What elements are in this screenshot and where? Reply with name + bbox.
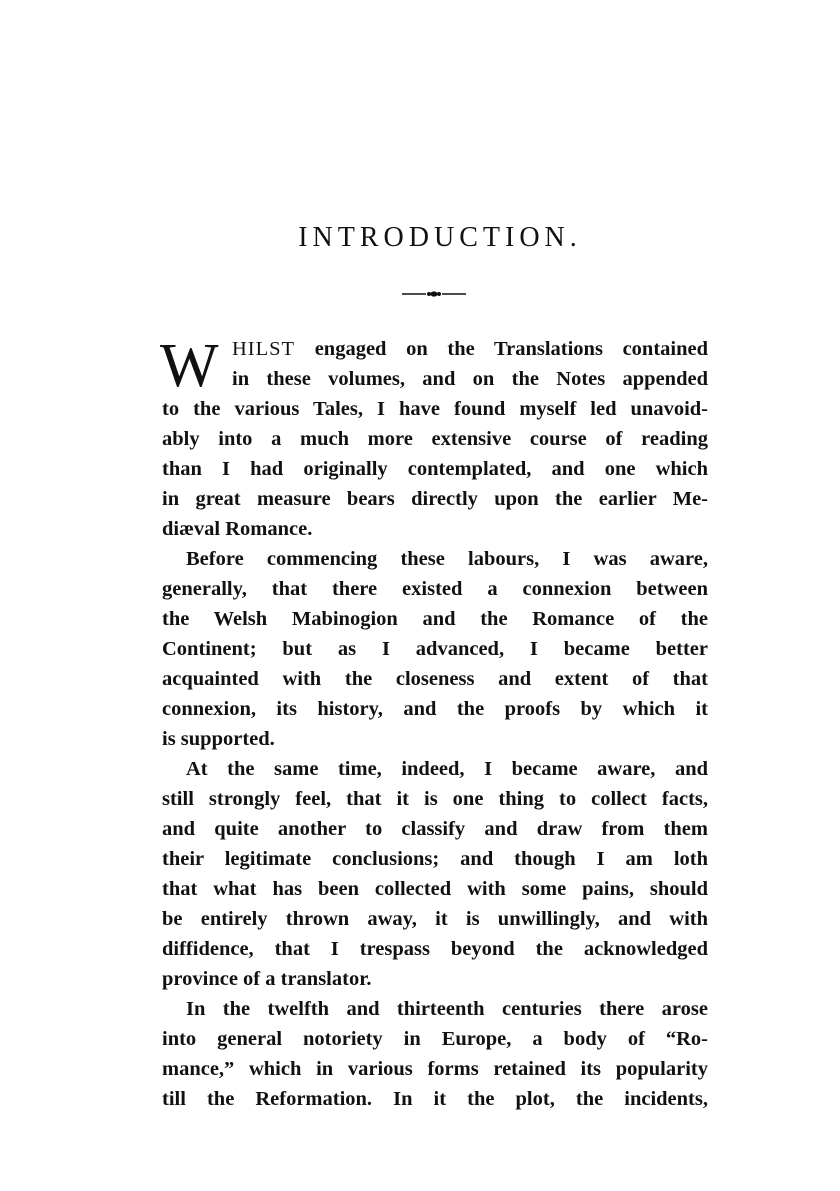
first-word-smallcaps: HILST <box>232 338 296 360</box>
ornamental-rule-icon <box>400 286 468 302</box>
body-text <box>162 334 708 1114</box>
text-line: acquainted with the closeness and extent of that <box>162 668 708 690</box>
text-line: than I had originally contemplated, and one which <box>162 458 708 480</box>
text-line: diffidence, that I trespass beyond the acknowledged <box>162 938 708 960</box>
text-line: In the twelfth and thirteenth centuries there arose <box>186 998 708 1020</box>
text-line: the Welsh Mabinogion and the Romance of the <box>162 608 708 630</box>
text-line: mance,” which in various forms retained its popularity <box>162 1058 708 1080</box>
text-line: in these volumes, and on the Notes appended <box>232 368 708 390</box>
text-line: still strongly feel, that it is one thing to collect facts, <box>162 788 708 810</box>
text-line: into general notoriety in Europe, a body of “Ro- <box>162 1028 708 1050</box>
text-line: is supported. <box>162 728 275 750</box>
text-line: diæval Romance. <box>162 518 313 540</box>
text-line: that what has been collected with some pains, should <box>162 878 708 900</box>
text-line: connexion, its history, and the proofs by which it <box>162 698 708 720</box>
text-line: generally, that there existed a connexion between <box>162 578 708 600</box>
text-line-content: engaged on the Translations contained <box>295 338 708 360</box>
text-line <box>162 334 708 364</box>
drop-cap: W <box>160 332 219 400</box>
text-line: province of a translator. <box>162 968 372 990</box>
text-line: in great measure bears directly upon the earlier Me- <box>162 488 708 510</box>
text-line: be entirely thrown away, it is unwillingly, and with <box>162 908 708 930</box>
text-line: Before commencing these labours, I was aware, <box>186 548 708 570</box>
text-line: their legitimate conclusions; and though I am loth <box>162 848 708 870</box>
text-line: At the same time, indeed, I became aware, and <box>186 758 708 780</box>
text-line: till the Reformation. In it the plot, the incidents, <box>162 1088 708 1110</box>
text-line: ably into a much more extensive course of reading <box>162 428 708 450</box>
page-title: INTRODUCTION. <box>298 222 582 253</box>
text-line: and quite another to classify and draw from them <box>162 818 708 840</box>
text-line: Continent; but as I advanced, I became better <box>162 638 708 660</box>
text-line: to the various Tales, I have found myself led unavoid- <box>162 398 708 420</box>
